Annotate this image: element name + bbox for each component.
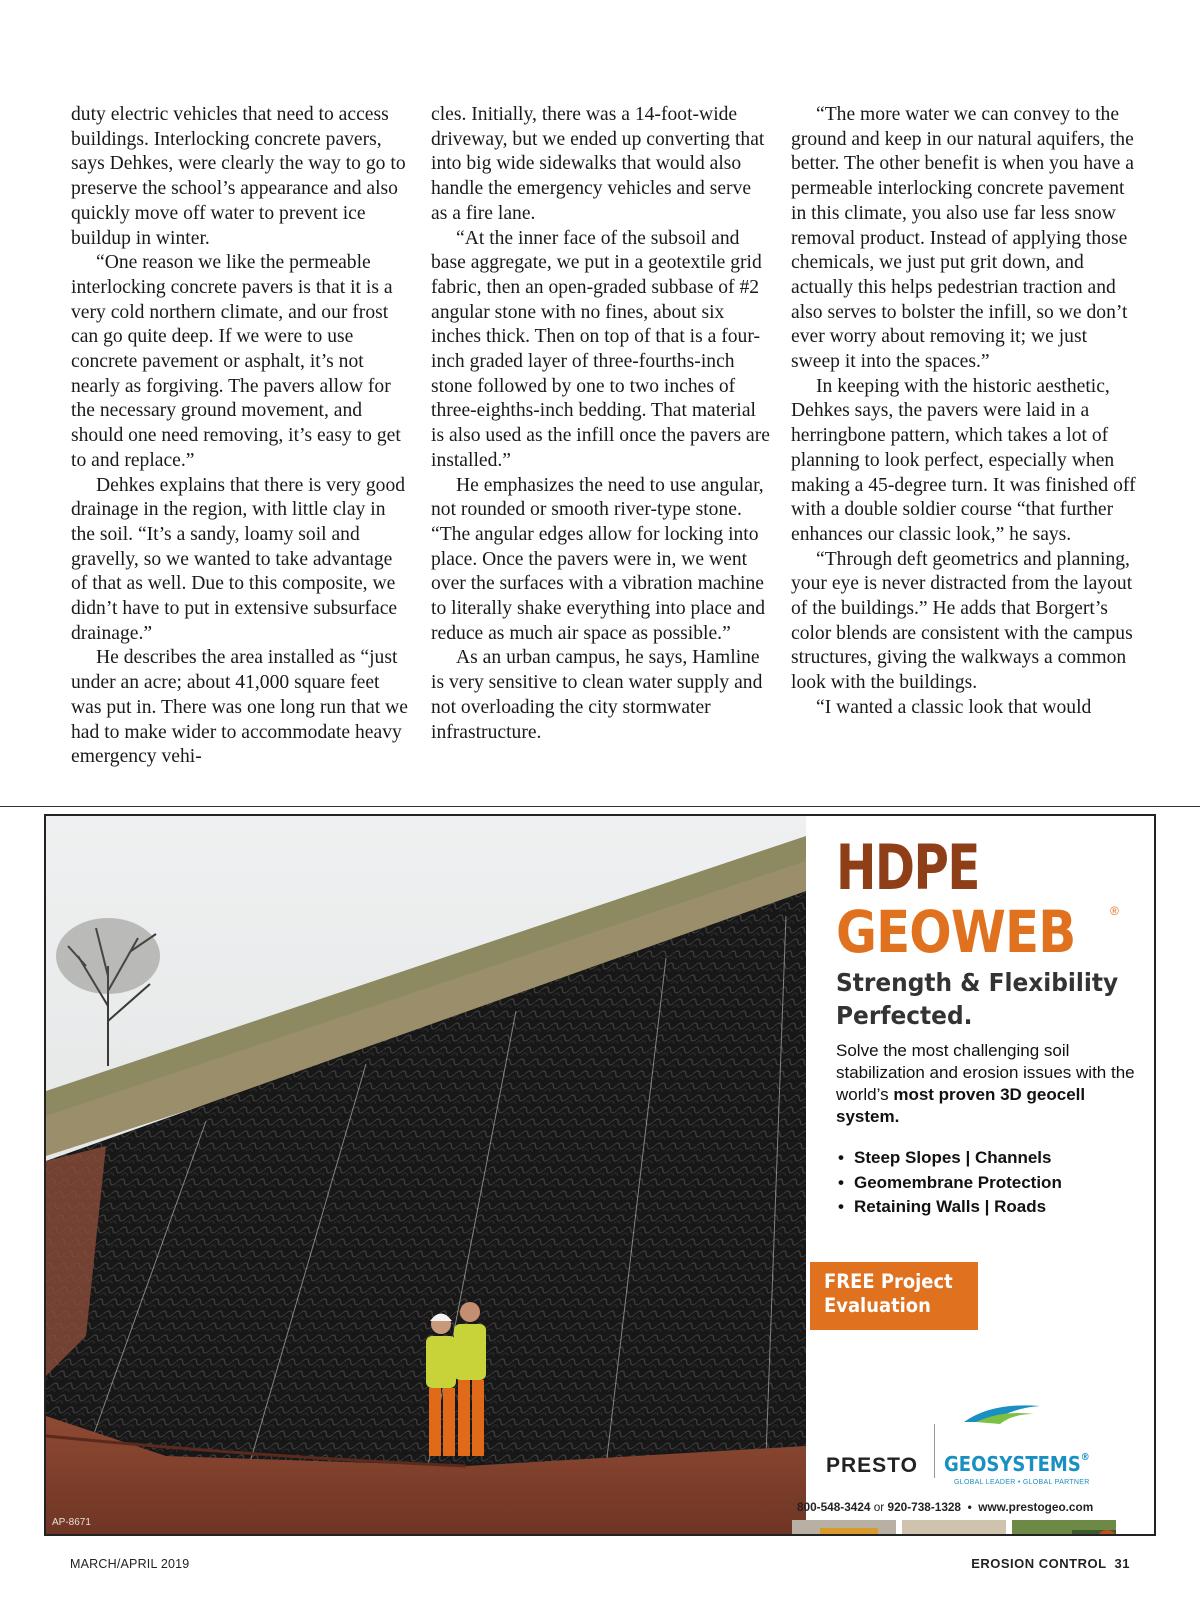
bullet-item: • Steep Slopes | Channels <box>836 1146 1062 1171</box>
bullet-item: • Retaining Walls | Roads <box>836 1195 1062 1220</box>
paragraph: As an urban campus, he says, Hamline is very sensitive to clean water supply and not overloading the city stormwater infrastructure. <box>431 647 763 743</box>
thumbnail-trench-image <box>902 1520 1006 1536</box>
ad-code: AP-8671 <box>52 1517 91 1528</box>
article-column-3 <box>791 103 1136 721</box>
ad-thumbnail-strip <box>792 1520 1118 1536</box>
presto-geosystems-logo-icon <box>962 1400 1042 1426</box>
brand-geosystems: GEOSYSTEMS® <box>944 1452 1090 1476</box>
ad-photo-geoweb-slope <box>46 816 806 1534</box>
thumbnail-loader-image <box>792 1520 896 1536</box>
ad-tagline: Strength & Flexibility Perfected. <box>836 968 1119 1030</box>
thumbnail-green-wall-image <box>1012 1520 1117 1536</box>
ad-headline-geoweb: GEOWEB <box>836 898 1076 966</box>
paragraph: In keeping with the historic aesthetic, Dehkes says, the pavers were laid in a herringbone pattern, which takes a lot of planning to look perfect, especially when making a 45-degree turn. It was finished off with a double soldier course “that further enhances our classic look,” he says. <box>791 375 1136 545</box>
free-evaluation-text: FREE Project Evaluation <box>824 1270 953 1317</box>
paragraph: “At the inner face of the subsoil and base aggregate, we put in a geotextile grid fabric, then an open-graded subbase of #2 angular stone with no fines, about six inches thick. Then on top of that is a four-inch graded layer of three-fourths-inch stone followed by one to two inches of three-eighths-inch bedding. That material is also used as the infill once the pavers are installed.” <box>431 227 770 471</box>
footer-issue-date: MARCH/APRIL 2019 <box>70 1557 190 1571</box>
brand-slogan: GLOBAL LEADER • GLOBAL PARTNER <box>954 1479 1090 1486</box>
brand-presto: PRESTO <box>826 1454 918 1477</box>
paragraph: cles. Initially, there was a 14-foot-wide driveway, but we ended up converting that into big wide sidewalks that would also handle the emergency vehicles and serve as a fire lane. <box>431 104 765 224</box>
paragraph: Dehkes explains that there is very good drainage in the region, with little clay in the soil. “It’s a sandy, loamy soil and gravelly, so we wanted to take advantage of that as well. Due to this composite, we didn’t have to put in extensive subsurface drainage.” <box>71 474 406 644</box>
phone-2[interactable]: 920-738-1328 <box>887 1500 961 1514</box>
paragraph: He describes the area installed as “just under an acre; about 41,000 square feet was put in. There was one long run that we had to make wider to accommodate heavy emergency vehi- <box>71 647 409 768</box>
logo-divider <box>934 1424 935 1478</box>
bullet-item: • Geomembrane Protection <box>836 1171 1062 1196</box>
advertisement[interactable] <box>44 814 1156 1536</box>
paragraph: He emphasizes the need to use angular, not rounded or smooth river-type stone. “The angular edges allow for locking into place. Once the pavers were in, we went over the surfaces with a vibration machine to literally shake everything into place and reduce as much air space as possible.” <box>431 474 766 644</box>
registered-mark: ® <box>1110 904 1119 918</box>
paragraph: “Through deft geometrics and planning, your eye is never distracted from the layout of the buildings.” He adds that Borgert’s color blends are consistent with the campus structures, giving the walkways a common look with the buildings. <box>791 548 1133 694</box>
website-link[interactable]: www.prestogeo.com <box>978 1500 1094 1514</box>
paragraph: “One reason we like the permeable interlocking concrete pavers is that it is a very cold northern climate, and our frost can go quite deep. If we were to use concrete pavement or asphalt, it’s not nearly as forgiving. The pavers allow for the necessary ground movement, and should one need removing, it’s easy to get to and replace.” <box>71 252 401 471</box>
ad-text-panel <box>836 816 1156 1534</box>
page-number: 31 <box>1114 1556 1130 1571</box>
paragraph: duty electric vehicles that need to access buildings. Interlocking concrete pavers, says Dehkes, were clearly the way to go to preserve the school’s appearance and also quickly move off water to prevent ice buildup in winter. <box>71 104 406 249</box>
ad-headline-hdpe: HDPE <box>836 831 979 904</box>
paragraph: “The more water we can convey to the ground and keep in our natural aquifers, the better. The other benefit is when you have a permeable interlocking concrete pavement in this climate, you also use far less snow removal product. Instead of applying those chemicals, we just put grit down, and actually this helps pedestrian traction and also serves to bolster the infill, so we don’t ever worry about removing it; we just sweep it into the spaces.” <box>791 104 1134 373</box>
free-evaluation-banner[interactable] <box>810 1262 978 1330</box>
ad-contact-line: 800-548-3424 or 920-738-1328 • www.prestogeo.com <box>797 1500 1094 1514</box>
ad-intro: Solve the most challenging soil stabilization and erosion issues with the world’s most proven 3D geocell system. <box>836 1041 1135 1126</box>
ad-bullet-list <box>836 1146 1062 1220</box>
footer-magazine: EROSION CONTROL 31 <box>971 1556 1130 1571</box>
separator-rule <box>0 806 1200 807</box>
article-column-2 <box>431 103 771 745</box>
article-column-1 <box>71 103 411 770</box>
phone-1[interactable]: 800-548-3424 <box>797 1500 871 1514</box>
paragraph: “I wanted a classic look that would <box>816 696 1092 718</box>
